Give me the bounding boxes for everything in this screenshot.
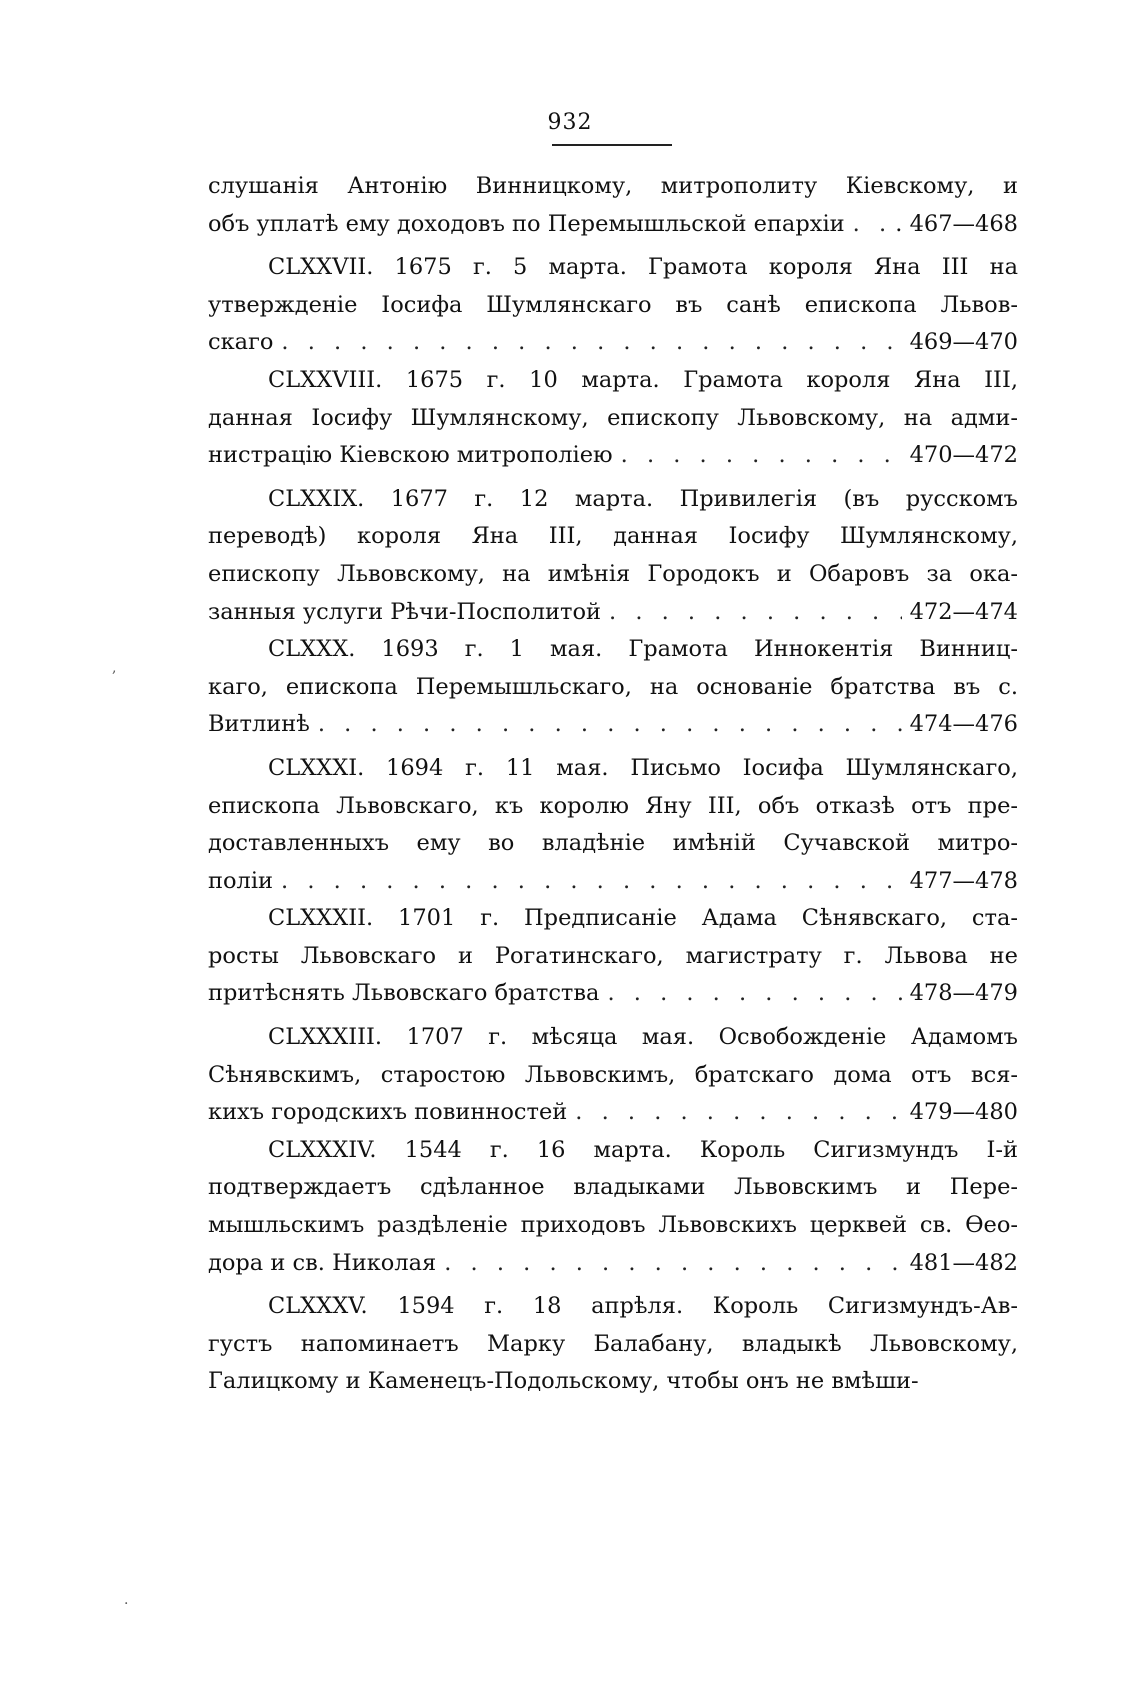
page-range: 479—480 xyxy=(909,1099,1018,1126)
entry-text: данная Іосифу Шумлянскому, епископу Львовскому, на адми- xyxy=(208,404,1018,431)
entry-text: CLXXXV. 1594 г. 18 апрѣля. Король Сигизмундъ-Ав- xyxy=(268,1293,1018,1320)
entry-text: CLXXXII. 1701 г. Предписаніе Адама Сѣнявскаго, ста- xyxy=(268,905,1018,932)
page-range: 477—478 xyxy=(909,867,1018,894)
toc-entry-line xyxy=(208,863,1018,901)
toc-entry-line xyxy=(208,750,1018,788)
entry-text: CLXXX. 1693 г. 1 мая. Грамота Иннокентія Винниц- xyxy=(268,636,1018,663)
dot-leader xyxy=(318,706,902,744)
toc-entry-line xyxy=(208,556,1018,594)
toc-entry-line xyxy=(208,1207,1018,1245)
toc-entry-line xyxy=(208,631,1018,669)
toc-entry-line xyxy=(208,825,1018,863)
entry-text: кихъ городскихъ повинностей xyxy=(208,1099,568,1126)
entry-text: притѣснять Львовскаго братства xyxy=(208,980,600,1007)
page-range: 478—479 xyxy=(909,980,1018,1007)
entry-text: Витлинѣ xyxy=(208,711,310,738)
toc-entry-line xyxy=(208,1326,1018,1364)
toc-entry-line xyxy=(208,249,1018,287)
margin-mark: · xyxy=(124,1596,129,1612)
entry-text: скаго xyxy=(208,329,274,356)
dot-leader xyxy=(609,594,902,632)
entry-text: росты Львовскаго и Рогатинскаго, магистрату г. Львова не xyxy=(208,942,1018,969)
entry-text: CLXXVIII. 1675 г. 10 марта. Грамота короля Яна III, xyxy=(268,366,1018,393)
toc-entry-line xyxy=(208,669,1018,707)
page-number-rule xyxy=(552,144,672,146)
toc-entry-line xyxy=(208,975,1018,1013)
page-number: 932 xyxy=(547,110,593,135)
entry-text: Сѣнявскимъ, старостою Львовскимъ, братскаго дома отъ вся- xyxy=(208,1061,1018,1088)
entry-text: доставленныхъ ему во владѣніе имѣній Сучавской митро- xyxy=(208,830,1018,857)
toc-entry-line xyxy=(208,168,1018,206)
entry-text: поліи xyxy=(208,867,274,894)
toc-entry-line xyxy=(208,1057,1018,1095)
toc-entry-line xyxy=(208,1094,1018,1132)
toc-entry-line xyxy=(208,437,1018,475)
toc-entry-line xyxy=(208,706,1018,744)
dot-leader xyxy=(444,1245,901,1283)
entry-text: епископу Львовскому, на имѣнія Городокъ и Обаровъ за ока- xyxy=(208,560,1018,587)
table-of-contents xyxy=(208,168,1018,1401)
entry-text: каго, епископа Перемышльскаго, на основаніе братства въ с. xyxy=(208,673,1018,700)
entry-text: дора и св. Николая xyxy=(208,1249,437,1276)
entry-text: объ уплатѣ ему доходовъ по Перемышльской епархіи xyxy=(208,210,845,237)
entry-text: CLXXXIII. 1707 г. мѣсяца мая. Освобожденіе Адамомъ xyxy=(268,1024,1018,1051)
entry-text: Галицкому и Каменецъ-Подольскому, чтобы онъ не вмѣши- xyxy=(208,1368,919,1395)
page-range: . 467—468 xyxy=(895,210,1018,237)
toc-entry-line xyxy=(208,362,1018,400)
entry-text: слушанія Антонію Винницкому, митрополиту Кіевскому, и xyxy=(208,173,1018,199)
entry-text: густъ напоминаетъ Марку Балабану, владыкѣ Львовскому, xyxy=(208,1330,1018,1357)
toc-entry-line xyxy=(208,900,1018,938)
page-range: 472—474 xyxy=(909,598,1018,625)
page-range: 469—470 xyxy=(909,329,1018,356)
dot-leader xyxy=(281,863,902,901)
entry-text: епископа Львовскаго, къ королю Яну III, объ отказѣ отъ пре- xyxy=(208,792,1018,819)
entry-text: переводѣ) короля Яна III, данная Іосифу Шумлянскому, xyxy=(208,523,1018,550)
entry-text: CLXXXI. 1694 г. 11 мая. Письмо Іосифа Шумлянскаго, xyxy=(268,754,1018,781)
toc-entry-line xyxy=(208,518,1018,556)
toc-entry-line xyxy=(208,287,1018,325)
toc-entry-line xyxy=(208,400,1018,438)
entry-text: подтверждаетъ сдѣланное владыками Львовскимъ и Пере- xyxy=(208,1174,1018,1201)
toc-entry-line xyxy=(208,788,1018,826)
dot-leader xyxy=(853,206,888,244)
toc-entry-line xyxy=(208,594,1018,632)
toc-entry-line xyxy=(208,1245,1018,1283)
dot-leader xyxy=(621,437,902,475)
dot-leader xyxy=(281,324,901,362)
toc-entry-line xyxy=(208,1169,1018,1207)
toc-entry-line xyxy=(208,1288,1018,1326)
toc-entry-line xyxy=(208,938,1018,976)
page-range: 481—482 xyxy=(909,1249,1018,1276)
page-range: 470—472 xyxy=(909,442,1018,469)
dot-leader xyxy=(575,1094,901,1132)
entry-text: нистрацію Кіевскою митрополіею xyxy=(208,442,613,469)
page-range: 474—476 xyxy=(909,711,1018,738)
toc-entry-line xyxy=(208,481,1018,519)
entry-text: CLXXVII. 1675 г. 5 марта. Грамота короля Яна III на xyxy=(268,254,1018,281)
entry-text: занныя услуги Рѣчи-Посполитой xyxy=(208,598,602,625)
entry-text: мышльскимъ раздѣленіе приходовъ Львовскихъ церквей св. Ѳео- xyxy=(208,1212,1018,1239)
toc-entry-line xyxy=(208,206,1018,244)
toc-entry-line xyxy=(208,1132,1018,1170)
toc-entry-line xyxy=(208,324,1018,362)
toc-entry-line xyxy=(208,1019,1018,1057)
toc-entry-line xyxy=(208,1363,1018,1401)
dot-leader xyxy=(607,975,901,1013)
entry-text: CLXXXIV. 1544 г. 16 марта. Король Сигизмундъ I-й xyxy=(268,1136,1018,1163)
entry-text: CLXXIX. 1677 г. 12 марта. Привилегія (въ русскомъ xyxy=(268,485,1018,512)
margin-mark: , xyxy=(112,660,117,676)
entry-text: утвержденіе Іосифа Шумлянскаго въ санѣ епископа Львов- xyxy=(208,291,1018,318)
